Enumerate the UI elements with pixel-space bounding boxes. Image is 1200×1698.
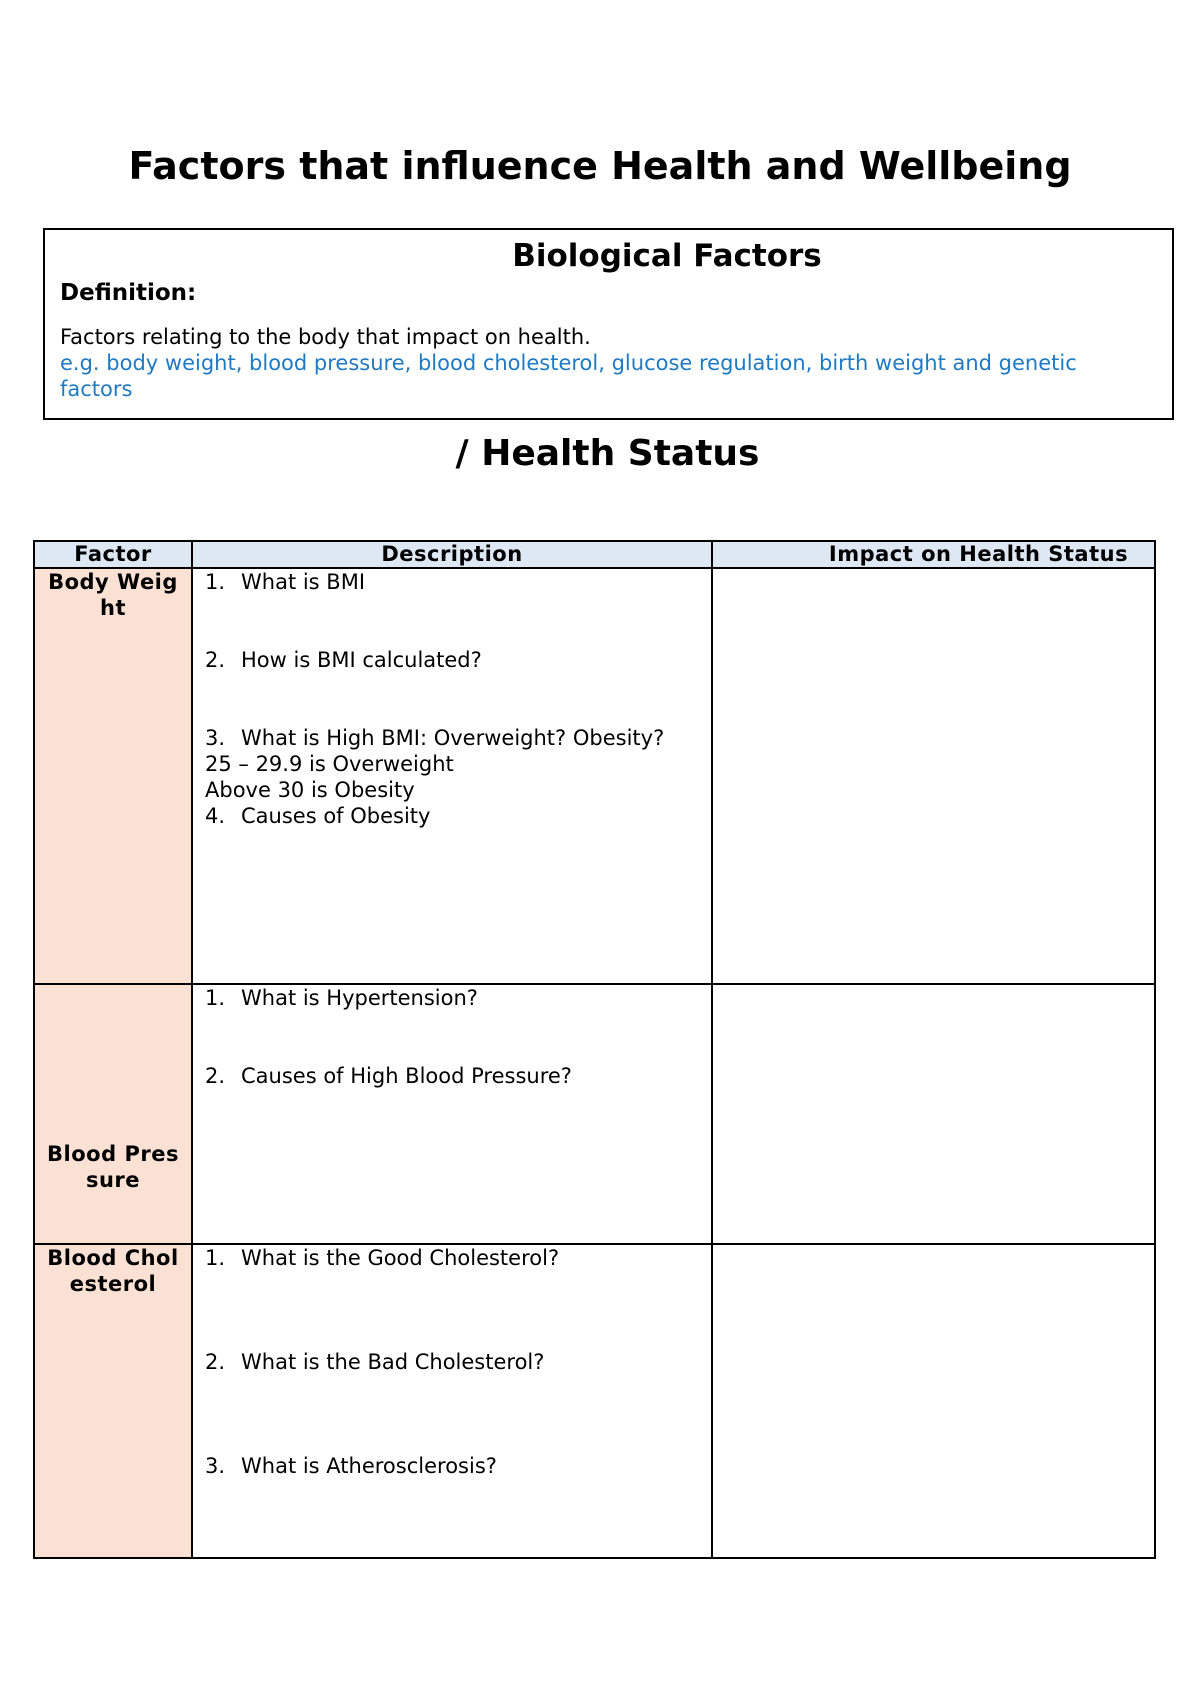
question-item: 3. What is Atherosclerosis? bbox=[205, 1454, 497, 1478]
column-header-factor: Factor bbox=[34, 541, 192, 568]
page-title: Factors that influence Health and Wellbeing bbox=[128, 144, 1072, 188]
section-heading: / Health Status bbox=[455, 433, 760, 474]
description-cell bbox=[192, 1244, 712, 1558]
description-cell bbox=[192, 568, 712, 984]
question-item: 2. How is BMI calculated? bbox=[205, 648, 482, 672]
factor-cell bbox=[34, 568, 192, 984]
question-item: 1. What is BMI bbox=[205, 570, 366, 594]
question-item: 2. Causes of High Blood Pressure? bbox=[205, 1064, 572, 1088]
factor-cell bbox=[34, 1244, 192, 1558]
factor-label: Blood Cholesterol bbox=[47, 1246, 179, 1296]
answer-line: 25 – 29.9 is Overweight bbox=[205, 752, 454, 776]
answer-line: Above 30 is Obesity bbox=[205, 778, 415, 802]
question-item: 2. What is the Bad Cholesterol? bbox=[205, 1350, 545, 1374]
question-item: 1. What is the Good Cholesterol? bbox=[205, 1246, 560, 1270]
definition-box bbox=[43, 228, 1174, 420]
table-row bbox=[34, 1244, 1155, 1558]
column-header-impact: Impact on Health Status bbox=[712, 541, 1155, 568]
table-row bbox=[34, 568, 1155, 984]
table-row bbox=[34, 984, 1155, 1244]
factor-cell bbox=[34, 984, 192, 1244]
definition-text-block bbox=[60, 324, 1155, 402]
impact-cell[interactable] bbox=[712, 984, 1155, 1244]
question-item: 1. What is Hypertension? bbox=[205, 986, 478, 1010]
factors-table bbox=[33, 540, 1156, 1559]
impact-cell[interactable] bbox=[712, 568, 1155, 984]
column-header-description: Description bbox=[192, 541, 712, 568]
table-header-row bbox=[34, 541, 1155, 568]
impact-cell[interactable] bbox=[712, 1244, 1155, 1558]
description-cell bbox=[192, 984, 712, 1244]
definition-label: Definition: bbox=[60, 280, 197, 306]
question-item: 3. What is High BMI: Overweight? Obesity? bbox=[205, 726, 665, 750]
question-item: 4. Causes of Obesity bbox=[205, 804, 431, 828]
factor-label: Body Weight bbox=[48, 570, 178, 620]
definition-heading: Biological Factors bbox=[512, 238, 822, 274]
factor-label: Blood Pressure bbox=[47, 1142, 179, 1192]
definition-text: Factors relating to the body that impact on health. bbox=[60, 325, 591, 349]
definition-example: e.g. body weight, blood pressure, blood cholesterol, glucose regulation, birth weight and genetic factors bbox=[60, 351, 1077, 401]
